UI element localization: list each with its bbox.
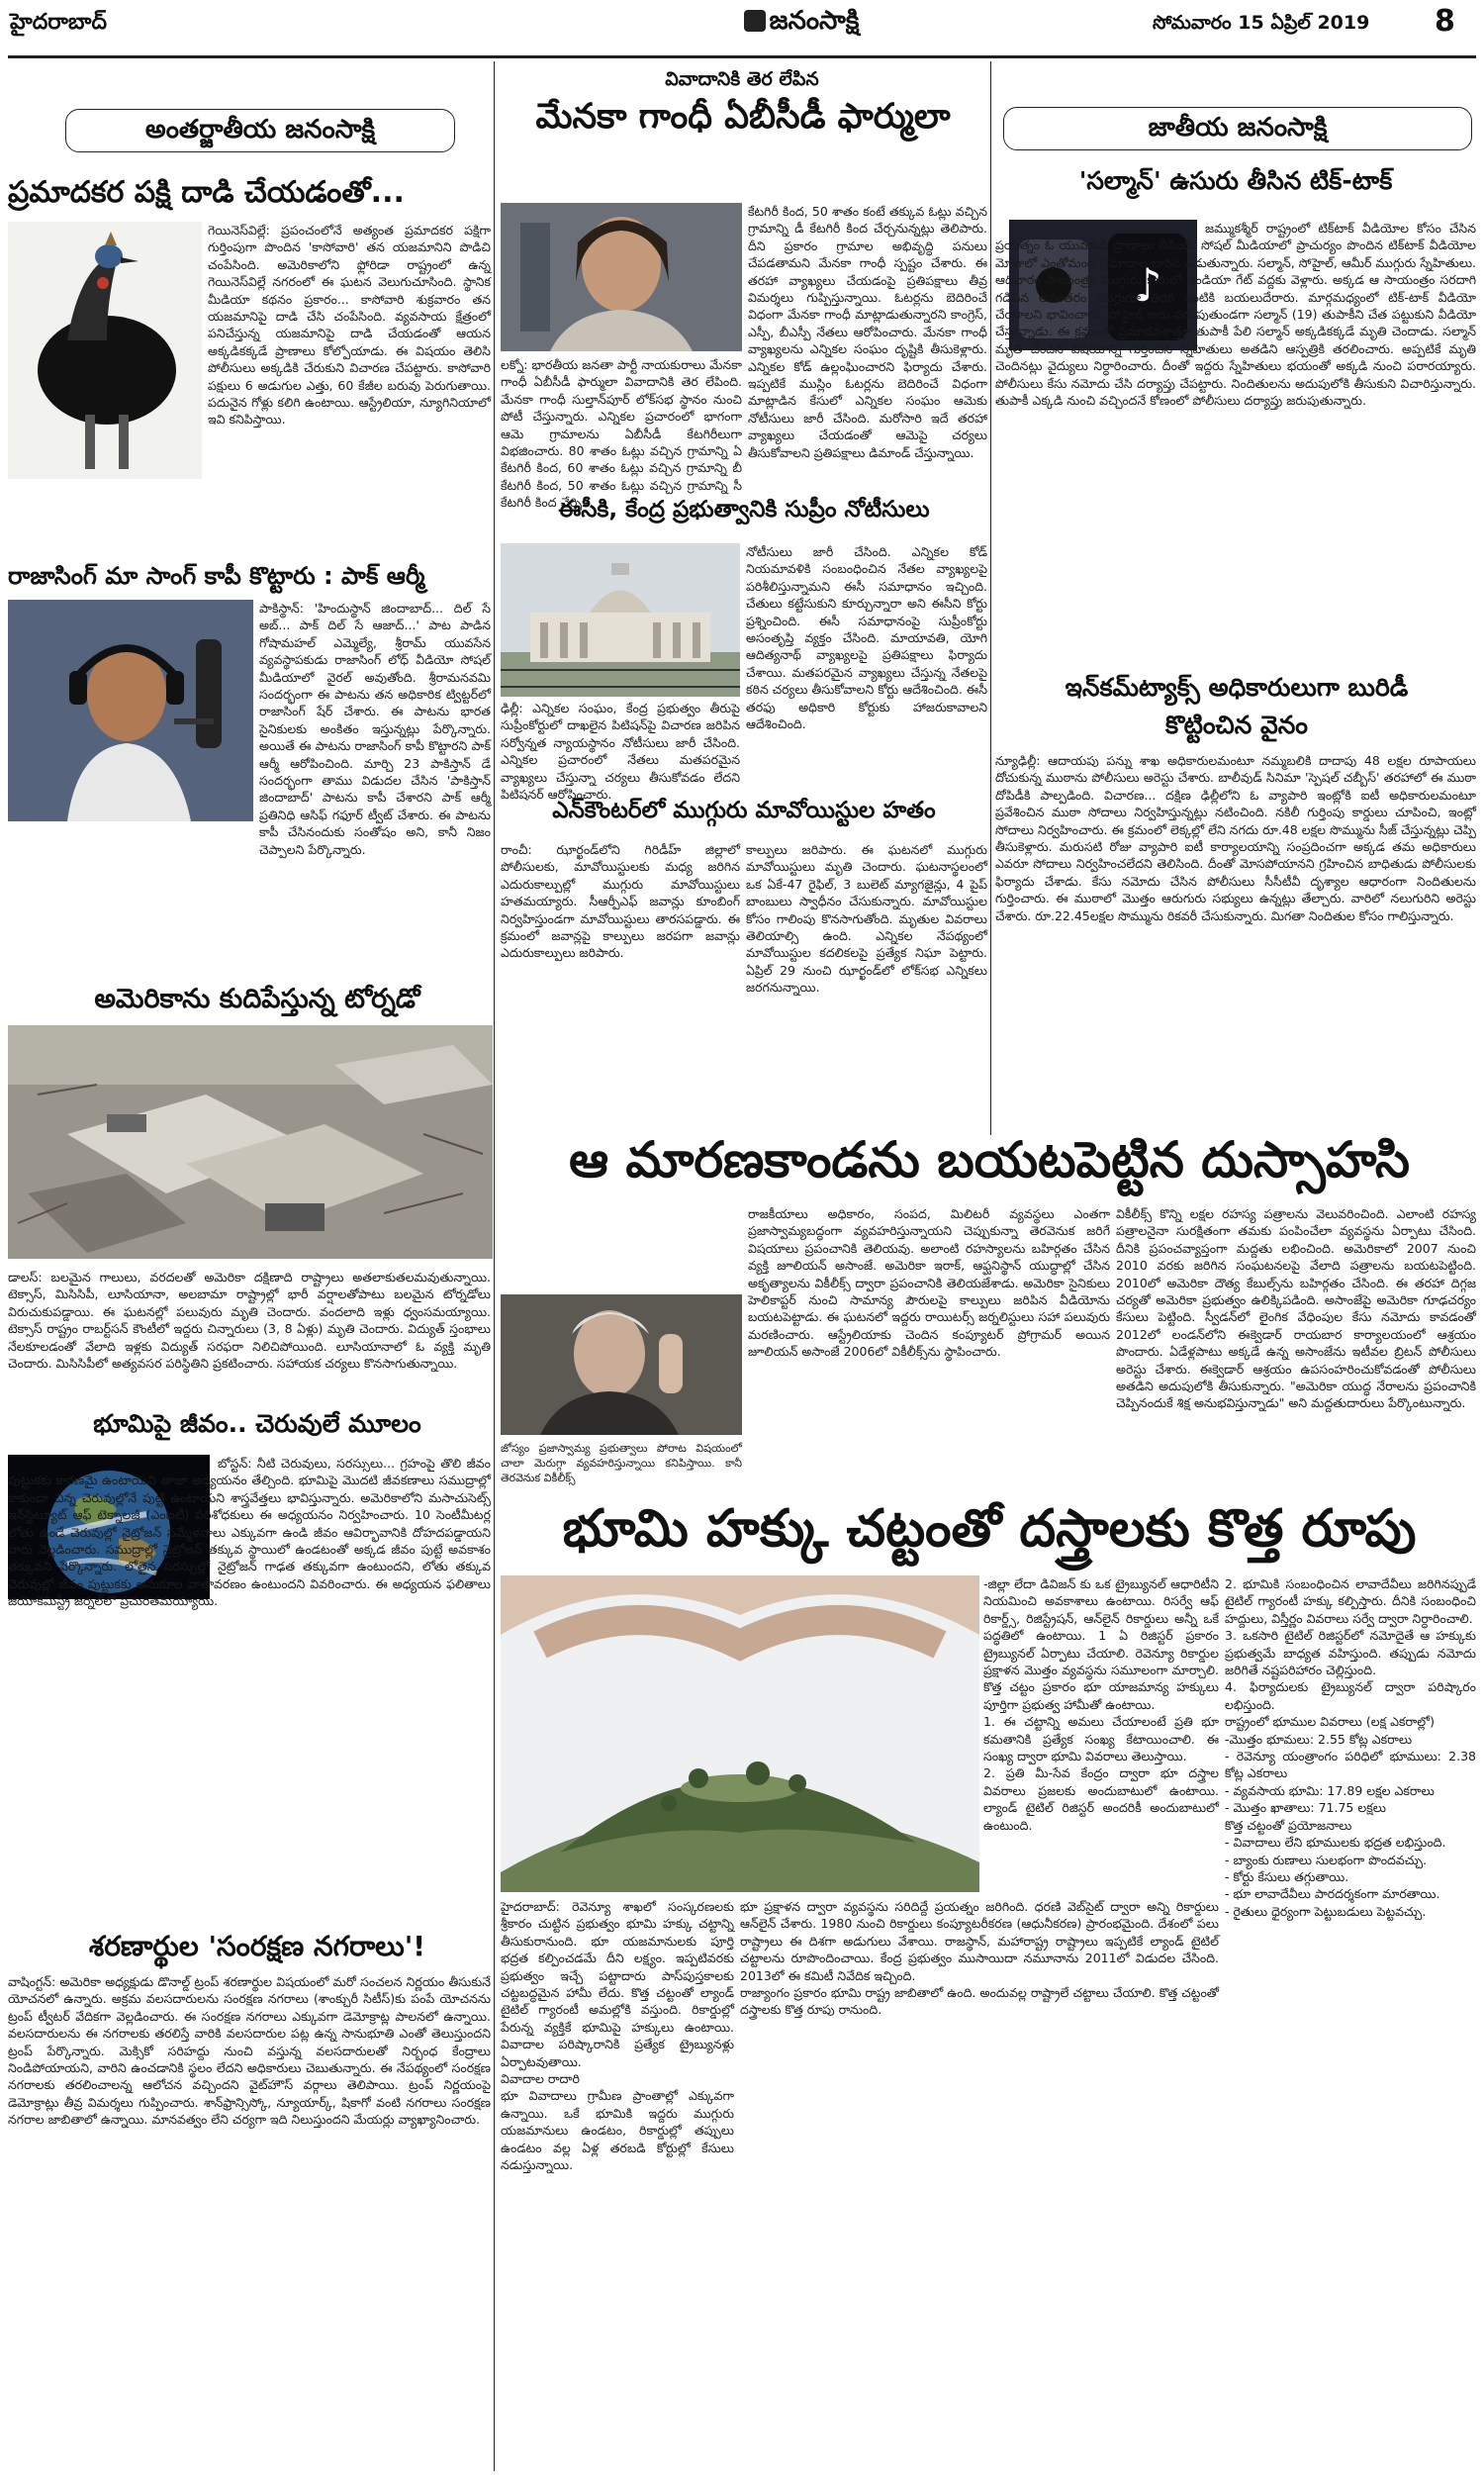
column-divider [494, 61, 495, 1288]
assange-photo [501, 1294, 742, 1435]
maoists-body-2: కాల్పులు జరిపారు. ఈ ఘటనలో ముగ్గురు మావోయిస్టులు మృతి చెందారు. ఘటనాస్థలంలో ఒక ఏకే-47 రైఫిల్‌, 3 బులెట్‌ మ్యాగజైన్లు, 4 పైప్‌ బాంబులు స్వాధీనం చేసుకున్నారు. మావోయిస్టుల కోసం గాలింపు కొనసాగుతోంది. మృతుల వివరాలు తెలియాల్సి ఉంది. ఎన్నికల నేపథ్యంలో మావోయిస్టుల కదలికలపై ప్రత్యేక నిఘా పెట్టారు. ఏప్రిల్‌ 29 నుంచి ఝార్ఖండ్‌లో లోక్‌సభ ఎన్నికలు జరగనున్నాయి. [746, 842, 987, 996]
salman-body: జమ్ముకశ్మీర్‌ రాష్ట్రంలో టిక్‌టాక్‌ వీడియోల కోసం చేసిన ప్రయత్నం ఓ యువకుడి ప్రాణాలు తీసింది. సోషల్‌ మీడియాలో ప్రాచుర్యం పొందిన టిక్‌టాక్‌ వీడియోల మోజులో ఎంతోమంది ప్రమాదాల బారిన పడుతున్నారు. సల్మాన్‌, సోహైల్‌, ఆమీర్‌ ముగ్గురు స్నేహితులు. ఆదివారం సాయంత్రం ముగ్గురు కారులో ఇండియా గేట్‌ వద్దకు వెళ్లారు. అక్కడ ఆ సాయంత్రం సరదాగి గడిపిన అనంతరం ముగ్గురూ తిరిగి ఇంటికి బయలుదేరారు. మార్గమధ్యంలో టిక్‌-టాక్‌ వీడియో చేయాలని భావించారు. సోహైల్‌ కారు నడుపుతుండగా సల్మాన్‌ (19) తుపాకీని చేత పట్టుకుని వీడియో చేస్తున్నాడు. ఈ క్రమంలో ప్రమాదవశాత్తూ తుపాకీ పేలి సల్మాన్‌ అక్కడికక్కడే మృతి చెందాడు. సల్మాన్‌ మృతి చెందిన విషయాన్ని గుర్తించిన స్నేహితులు అతడిని ఆస్పత్రికి తరలించారు. అప్పటికే మృతి చెందినట్లు వైద్యులు నిర్ధారించారు. దీంతో ఇద్దరు స్నేహితులు భయంతో అక్కడి నుంచి పరారయ్యారు. పోలీసులు కేసు నమోదు చేసి దర్యాప్తు చేపట్టారు. నిందితులను అదుపులోకి తీసుకుని విచారిస్తున్నారు. తుపాకీ ఎక్కడి నుంచి వచ్చిందనే కోణంలో పోలీసులు దర్యాప్తు జరుపుతున్నారు. [995, 221, 1476, 409]
landrights-body-2: హైదరాబాద్‌: రెవెన్యూ శాఖలో సంస్కరణలకు శ్రీకారం చుట్టిన ప్రభుత్వం భూమి హక్కు చట్టాన్ని తీసుకురానుంది. భూ యజమానులకు పూర్తి భద్రత కల్పించడమే దీని లక్ష్యం. ఇప్పటివరకు ప్రభుత్వం ఇచ్చే పట్టాదారు పాస్‌పుస్తకాలకు చట్టబద్ధమైన హామీ లేదు. కొత్త చట్టంతో ల్యాండ్‌ టైటిల్‌ గ్యారంటీ అమల్లోకి వస్తుంది. రికార్డుల్లో పేరున్న వ్యక్తికే భూమిపై హక్కులు ఉంటాయి. వివాదాల పరిష్కారానికి ప్రత్యేక ట్రైబ్యునళ్లు ఏర్పాటవుతాయి. వివాదాల రాదారి భూ వివాదాలు గ్రామీణ ప్రాంతాల్లో ఎక్కువగా ఉన్నాయి. ఒకే భూమికి ఇద్దరు ముగ్గురు యజమానులు ఉండటం, రికార్డుల్లో తప్పులు ఉండటం వల్ల ఏళ్ల తరబడి కోర్టుల్లో కేసులు నడుస్తున్నాయి. [501, 1899, 734, 2173]
masthead-city: హైదరాబాద్ [10, 10, 107, 35]
maneka-photo [501, 203, 742, 351]
landrights-body-4: 2. భూమికి సంబంధించిన లావాదేవీలు జరిగినప్పుడే టైటిల్‌ గ్యారంటీ హక్కు కల్పిస్తారు. దీనికి సంబంధించి హద్దులు, విస్తీర్ణం వివరాలు సర్వే ద్వారా నిర్ధారించాలి. 3. ఒకసారి టైటిల్‌ రిజిస్టర్‌లో నమోదైతే ఆ హక్కుకు ప్రభుత్వమే బాధ్యత వహిస్తుంది. తప్పుడు నమోదు జరిగితే నష్టపరిహారం చెల్లిస్తుంది. 4. ఫిర్యాదులకు ట్రైబ్యునల్‌ ద్వారా పరిష్కారం లభిస్తుంది. రాష్ట్రంలో భూముల వివరాలు (లక్ష ఎకరాల్లో) -మొత్తం భూమలు: 2.55 కోట్ల ఎకరాలు - రెవెన్యూ యంత్రాంగం పరిధిలో భూములు: 2.38 కోట్ల ఎకరాలు - వ్యవసాయ భూమి: 17.89 లక్షల ఎకరాలు - మొత్తం ఖాతాలు: 71.75 లక్షలు కొత్త చట్టంతో ప్రయోజనాలు - వివాదాలు లేని భూములకు భద్రత లభిస్తుంది. - బ్యాంకు రుణాలు సులభంగా పొందవచ్చు. - కోర్టు కేసులు తగ్గుతాయి. - భూ లావాదేవీలు పారదర్శకంగా మారతాయి. - రైతులు ధైర్యంగా పెట్టుబడులు పెట్టవచ్చు. [1225, 1576, 1476, 1919]
assange-headline: ఆ మారణకాండను బయటపెట్టిన దుస్సాహసి [569, 1131, 1410, 1189]
supreme-photo [501, 543, 740, 697]
refugees-headline: శరణార్థుల 'సంరక్షణ నగరాలు'! [88, 1930, 426, 1962]
rajasingh-body: పాకిస్థాన్‌: 'హిందుస్థాన్‌ జిందాబాద్‌... దిల్‌ సే అబ్‌... పాక్‌ దిల్‌ సే ఆజాద్‌...' పాట పాడిన గోషామహల్‌ ఎమ్మెల్యే, శ్రీరామ్‌ యువసేన వ్యవస్థాపకుడు రాజాసింగ్‌ లోధ్‌ వీడియో సోషల్‌ మీడియాలో వైరల్‌ అవుతోంది. శ్రీరామనవమి సందర్భంగా ఈ పాటను తన అధికారిక ట్విట్టర్‌లో రాజాసింగ్‌ షేర్‌ చేశారు. ఈ పాటను భారత సైనికులకు అంకితం ఇస్తున్నట్లు పేర్కొన్నారు. అయితే ఈ పాటను రాజాసింగ్‌ కాపీ కొట్టారని పాక్‌ ఆర్మీ ఆరోపించింది. మార్చి 23 పాకిస్తాన్‌ డే సందర్భంగా తాము విడుదల చేసిన 'పాకిస్తాన్‌ జిందాబాద్‌' పాటను కాపీ చేశారని పాక్‌ ఆర్మీ ప్రతినిధి ఆసిఫ్‌ గఫూర్‌ ట్వీట్‌ చేశారు. ఈ పాటను కాపీ చేసినందుకు సంతోషం అని, కానీ నిజం చెప్పాలని పేర్కొన్నారు. [259, 601, 491, 857]
rajasingh-photo [8, 600, 253, 821]
tornado-headline: అమెరికాను కుదిపేస్తున్న టోర్నడో [94, 984, 420, 1014]
bird-body: గెయినెస్‌విల్లే: ప్రపంచంలోనే అత్యంత ప్రమాదకర పక్షిగా గుర్తింపుగా పొందిన 'కాసోవారి' తన యజమానిని పొడిచి చంపేసింది. అమెరికాలోని ఫ్లోరిడా రాష్ట్రంలో ఉన్న గెయినెస్‌విల్లే నగరంలో ఈ ఘటన వెలుగుచూసింది. స్థానిక మీడియా కథనం ప్రకారం... కాసోవారి శుక్రవారం తన యజమానిపై దాడి చేసి చంపేసింది. వ్యవసాయ క్షేత్రంలో పనిచేస్తున్న యజమానిపై దాడి చేయడంతో ఆయన అక్కడికక్కడే ప్రాణాలు కోల్పోయాడు. ఈ విషయం తెలిసి పోలీసులు అక్కడికి చేరుకుని విచారణ చేపట్టారు. కాసోవారి పక్షులు 6 అడుగుల ఎత్తు, 60 కేజీల బరువు పెరుగుతాయి. పదునైన గోళ్లు కలిగి ఉంటాయి. ఆస్ట్రేలియా, న్యూగినియాలో ఇవి కనిపిస్తాయి. [208, 223, 491, 428]
bird-headline: ప్రమాదకర పక్షి దాడి చేయడంతో... [8, 175, 405, 210]
section-international: అంతర్జాతీయ జనంసాక్షి [65, 109, 455, 152]
column-divider [990, 61, 991, 1135]
maneka-headline: మేనకా గాంధీ ఏబీసీడీ ఫార్ములా [535, 97, 951, 137]
maneka-kicker: వివాదానికి తెర లేపిన [665, 68, 819, 90]
logo-text: జనంసాక్షి [769, 6, 860, 36]
logo-icon [744, 10, 766, 32]
assange-body-2: వికీలీక్స్‌ కొన్ని లక్షల రహస్య పత్రాలను వెలువరించింది. ఎలాంటి రహస్య పత్రాలనైనా సురక్షితంగా తమకు పంపించేలా వ్యవస్థను ఏర్పాటు చేసింది. దీనికి ప్రపంచవ్యాప్తంగా మద్దతు లభించింది. అమెరికాలో 2007 నుంచి 2010 వరకు జరిగిన సంఘటనలపై వేలాది పత్రాలను బయటపెట్టింది. 2010లో అమెరికా దౌత్య కేబుల్స్‌ను బహిర్గతం చేసింది. ఈ తరహా దిగ్గజ చర్యతో అమెరికా ప్రభుత్వం ఉలిక్కిపడింది. అసాంజేపై అమెరికా గూఢచర్యం కేసులు పెట్టింది. స్వీడన్‌లో లైంగిక వేధింపుల కేసు నమోదు కావడంతో 2012లో లండన్‌లోని ఈక్వెడార్‌ రాయబార కార్యాలయంలో ఆశ్రయం పొందారు. ఏడేళ్లపాటు అక్కడే ఉన్న అసాంజేను ఇటీవల బ్రిటన్‌ పోలీసులు అరెస్టు చేశారు. ఈక్వెడార్‌ ఆశ్రయం ఉపసంహరించుకోవడంతో పోలీసులు అతడిని అదుపులోకి తీసుకున్నారు. "అమెరికా యుద్ధ నేరాలను ప్రపంచానికి చెప్పినందుకే శిక్ష అనుభవిస్తున్నాడు" అని మద్దతుదారులు పేర్కొంటున్నారు. [1116, 1206, 1476, 1411]
refugees-body: వాషింగ్టన్‌: అమెరికా అధ్యక్షుడు డొనాల్డ్‌ ట్రంప్‌ శరణార్థుల విషయంలో మరో సంచలన నిర్ణయం తీసుకునే యోచనలో ఉన్నారు. అక్రమ వలసదారులను సంరక్షణ నగరాలు (శాంక్చురీ సిటీస్‌)కు పంపే యోచనను ట్రంప్‌ ట్వీటర్‌ వేదికగా వెల్లడించారు. ఈ సంరక్షణ నగరాలు ఎక్కువగా డెమోక్రాట్ల పాలనలో ఉన్నాయి. వలసదారులను ఈ నగరాలకు తరలిస్తే వారికి వలసదారుల పట్ల ఉన్న సానుభూతి ఎంతో తెలుస్తుందని ట్రంప్‌ పేర్కొన్నారు. మెక్సికో సరిహద్దు నుంచి వస్తున్న వలసదారులతో నిర్బంధ కేంద్రాలు నిండిపోయాయని, వారిని ఉంచడానికి స్థలం లేదని అధికారులు చెబుతున్నారు. ఈ నేపథ్యంలో సంరక్షణ నగరాలకు తరలించాలన్న ఆలోచన వచ్చిందని వైట్‌హౌస్‌ వర్గాలు తెలిపాయి. ట్రంప్‌ నిర్ణయంపై డెమోక్రాట్లు తీవ్ర విమర్శలు గుప్పించారు. శాన్‌ఫ్రాన్సిస్కో, న్యూయార్క్‌, షికాగో వంటి నగరాలు సంరక్షణ నగరాల జాబితాలో ఉన్నాయి. మానవత్వం లేని చర్యగా ఇది నిలుస్తుందని మేయర్లు వ్యాఖ్యానించారు. [8, 1974, 491, 2128]
rajasingh-headline: రాజాసింగ్‌ మా సాంగ్‌ కాపీ కొట్టారు : పాక్‌ ఆర్మీ [8, 562, 425, 590]
tornado-body: డాలస్‌: బలమైన గాలులు, వరదలతో అమెరికా దక్షిణాది రాష్ట్రాలు అతలాకుతలమవుతున్నాయి. టెక్సాస్‌, మిసిసిపీ, లూసియానా, అలబామా రాష్ట్రాల్లో భారీ వర్షాలతోపాటు బలమైన టోర్నడోలు విరుచుకుపడ్డాయి. ఈ ఘటనల్లో పలువురు మృతి చెందారు. వందలాది ఇళ్లు ధ్వంసమయ్యాయి. టెక్సాస్‌ రాష్ట్రం రాబర్ట్‌సన్‌ కౌంటీలో ఇద్దరు చిన్నారులు (3, 8 ఏళ్లు) మృతి చెందారు. విద్యుత్‌ స్తంభాలు నేలకూలడంతో వేలాది ఇళ్లకు విద్యుత్‌ సరఫరా నిలిచిపోయింది. లూసియానాలో ఓ వ్యక్తి మృతి చెందారు. మిసిసిపీలో అత్యవసర పరిస్థితిని ప్రకటించారు. సహాయక చర్యలు కొనసాగుతున్నాయి. [8, 1270, 491, 1372]
incometax-headline: ఇన్‌కమ్‌ట్యాక్స్‌ అధికారులుగా బురిడీ కొట్టించిన వైనం [1065, 673, 1409, 739]
maneka-body-1: లక్నో: భారతీయ జనతా పార్టీ నాయకురాలు మేనకా గాంధీ ఏబీసీడీ ఫార్ములా వివాదానికి తెర లేపింది. మేనకా గాంధీ సుల్తాన్‌పూర్‌ లోక్‌సభ స్థానం నుంచి పోటీ చేస్తున్నారు. ఎన్నికల ప్రచారంలో భాగంగా ఆమె గ్రామాలను ఏబీసీడీ కేటగిరీలుగా విభజించారు. 80 శాతం ఓట్లు వచ్చిన గ్రామాన్ని ఏ కేటగిరీ కింద, 60 శాతం ఓట్లు వచ్చిన గ్రామాన్ని బీ కేటగిరీ కింద, 50 శాతం ఓట్లు వచ్చిన గ్రామాన్ని సీ కేటగిరీ కింద చేర్చి [501, 357, 742, 511]
landrights-body-1: -జిల్లా లేదా డివిజన్‌ కు ఒక ట్రైబ్యునల్‌ ఆధారిటీని నియమించి అవకాశాలు ఉంటాయి. రిసర్వే ఆఫ్‌ రికార్డ్స్‌, రిజిస్ట్రేషన్‌, ఆన్‌లైన్‌ రికార్డులు అన్నీ ఒకే పద్ధతిలో ఉంటాయి. 1 ఏ రిజిస్టర్‌ ప్రకారం ట్రైబ్యునల్‌ ఏర్పాటు చేయాలి. రెవెన్యూ రికార్డుల ప్రక్షాళన మొత్తం వ్యవస్థను సమూలంగా మార్చాలి. కొత్త చట్టం ప్రకారం భూ యాజమాన్య హక్కులు పూర్తిగా ప్రభుత్వ హామీతో ఉంటాయి. 1. ఈ చట్టాన్ని అమలు చేయాలంటే ప్రతి భూ కమతానికి ప్రత్యేక సంఖ్య కేటాయించాలి. ఈ సంఖ్య ద్వారా భూమి వివరాలు తెలుస్తాయి. 2. ప్రతి మీ-సేవ కేంద్రం ద్వారా భూ దస్త్రాల వివరాలు ప్రజలకు అందుబాటులో ఉంటాయి. ల్యాండ్‌ టైటిల్‌ రిజిస్టర్‌ అందరికీ అందుబాటులో ఉంటుంది. [983, 1576, 1219, 1833]
salman-headline: 'సల్మాన్‌' ఉసురు తీసిన టిక్‌-టాక్‌ [1078, 166, 1393, 195]
maoists-headline: ఎన్‌కౌంటర్‌లో ముగ్గురు మావోయిస్టుల హతం [552, 798, 936, 823]
earth-headline: భూమిపై జీవం.. చెరువులే మూలం [93, 1409, 421, 1438]
landrights-headline: భూమి హక్కు చట్టంతో దస్త్రాలకు కొత్త రూపు [562, 1499, 1417, 1559]
landrights-photo [501, 1575, 979, 1892]
assange-caption: జోస్యం ప్రజాస్వామ్య ప్రభుత్వాలు పోరాట విషయంలో చాలా మెరుగ్గా వ్యవహరిస్తున్నాయి కనిపిస్తాయి. కానీ తెరవెనుక వికీలీక్స్‌ [501, 1442, 742, 1484]
svg-text:♪: ♪ [1133, 258, 1162, 312]
section-national: జాతీయ జనంసాక్షి [1003, 107, 1472, 150]
column-divider [494, 1288, 495, 2471]
supreme-body-2: నోటీసులు జారీ చేసింది. ఎన్నికల కోడ్‌ నియమావళికి సంబంధించిన నేతల వ్యాఖ్యలపై పరిశీలిస్తున్నామని ఈసీ సమాధానం ఇచ్చింది. చేతులు కట్టేసుకుని కూర్చున్నారా అని ఈసీని కోర్టు ప్రశ్నించింది. ఈసీ సమాధానంపై సుప్రీంకోర్టు అసంతృప్తి వ్యక్తం చేసింది. మాయావతి, యోగి ఆదిత్యనాథ్‌ వ్యాఖ్యలపై ప్రతిపక్షాలు ఫిర్యాదు చేశాయి. మతపరమైన వ్యాఖ్యలు చేస్తున్న నేతలపై కఠిన చర్యలు తీసుకోవాలని కోర్టు ఆదేశించింది. ఈసీ తరఫు అధికారి కోర్టుకు హాజరుకావాలని ఆదేశించింది. [746, 544, 988, 732]
incometax-body: న్యూఢిల్లీ: ఆదాయపు పన్ను శాఖ అధికారులమంటూ నమ్మబలికి దాదాపు 48 లక్షల రూపాయలు దోచుకున్న ముఠాను పోలీసులు అరెస్టు చేశారు. బాలీవుడ్‌ సినిమా 'స్పెషల్‌ చబ్బీస్‌' తరహాలో ఈ ముఠా దోపిడీకి పాల్పడింది. విచారణ... దక్షిణ ఢిల్లీలోని ఓ వ్యాపారి ఇంట్లోకి ఐటీ అధికారులమంటూ ప్రవేశించిన ముఠా సోదాలు నిర్వహిస్తున్నట్లు నటించింది. నకిలీ గుర్తింపు కార్డులు చూపించి, ఇంట్లో సోదాలు నిర్వహించారు. ఈ క్రమంలో లెక్కల్లో లేని నగదు రూ.48 లక్షల సొమ్మును సీజ్‌ చేస్తున్నట్లు చెప్పి తీసుకెళ్లారు. మరుసటి రోజు వ్యాపారి ఐటీ కార్యాలయాన్ని సంప్రదించగా అక్కడ తమ అధికారులు ఎవరూ సోదాలు నిర్వహించలేదని తెలిసింది. దీంతో మోసపోయానని గ్రహించిన బాధితుడు పోలీసులకు ఫిర్యాదు చేశాడు. కేసు నమోదు చేసిన పోలీసులు సీసీటీవీ దృశ్యాల ఆధారంగా నిందితులను గుర్తించారు. ఈ ముఠాలో మొత్తం ఆరుగురు సభ్యులు ఉన్నట్లు తేల్చారు. వారిలో నలుగురిని అరెస్టు చేశారు. రూ.22.45లక్షల సొమ్మును రికవరీ చేసుకున్నారు. మిగతా నిందితుల కోసం గాలిస్తున్నారు. [995, 753, 1476, 923]
masthead-rule [8, 55, 1476, 58]
earth-body: బోస్టన్‌: నీటి చెరువులు, సరస్సులు... గ్రహంపై తొలి జీవం పుట్టుకకు కారణమై ఉంటాయని తాజా అధ్యయనం తేల్చింది. భూమిపై మొదటి జీవకణాలు సముద్రాల్లో కాకుండా చిన్న చెరువుల్లోనే పుట్టి ఉంటాయని శాస్త్రవేత్తలు భావిస్తున్నారు. అమెరికాలోని మసాచుసెట్స్‌ ఇన్‌స్టిట్యూట్‌ ఆఫ్‌ టెక్నాలజీ (ఎంఐటీ) పరిశోధకులు ఈ అధ్యయనం నిర్వహించారు. 10 సెంటీమీటర్ల లోతు ఉండే చెరువుల్లో నైట్రోజన్‌ సమ్మేళనాలు ఎక్కువగా ఉండి జీవం ఆవిర్భావానికి దోహదపడ్డాయని వారు వెల్లడించారు. సముద్రాల్లో నైట్రోజన్‌ తక్కువ స్థాయిలో ఉండటంతో అక్కడ జీవం పుట్టే అవకాశం తక్కువని పేర్కొన్నారు. లోతైన సరస్సుల్లో నైట్రోజన్‌ గాఢత తక్కువగా ఉంటుందని, లోతు తక్కువ చెరువుల్లో జీవం పుట్టుకకు అనుకూల వాతావరణం ఉంటుందని వివరించారు. ఈ అధ్యయన ఫలితాలు జియోకెమిస్ట్రీ జర్నల్‌లో ప్రచురితమయ్యాయి. [8, 1456, 491, 1609]
masthead [0, 0, 1484, 59]
bird-photo [8, 222, 202, 479]
supreme-headline: ఈసీకి, కేంద్ర ప్రభుత్వానికి సుప్రీం నోటీసులు [558, 497, 930, 523]
masthead-date: సోమవారం 15 ఏప్రిల్ 2019 [1153, 12, 1370, 34]
maoists-body-1: రాంచీ: ఝార్ఖండ్‌లోని గిరిడీహ్‌ జిల్లాలో పోలీసులకు, మావోయిస్టులకు మధ్య జరిగిన ఎదురుకాల్పుల్లో ముగ్గురు మావోయిస్టులు హతమయ్యారు. సీఆర్పీఎఫ్‌ జవాన్లు కూంబింగ్‌ నిర్వహిస్తుండగా మావోయిస్టులు తారసపడ్డారు. ఈ క్రమంలో జవాన్లపై కాల్పులు జరపగా జవాన్లు ఎదురుకాల్పులు జరిపారు. [501, 842, 740, 961]
assange-body-1: రాజకీయాలు అధికారం, సంపద, మిలిటరీ వ్యవస్థలు ఎంతగా ప్రజాస్వామ్యబద్ధంగా వ్యవహరిస్తున్నాయని చెప్పుకున్నా తెరవెనుక జరిగే విషయాలు ప్రపంచానికి తెలియవు. అలాంటి రహస్యాలను బహిర్గతం చేసిన వ్యక్తి జూలియన్‌ అసాంజే. అమెరికా ఇరాక్‌, ఆఫ్ఘనిస్థాన్‌ యుద్ధాల్లో చేసిన అకృత్యాలను వికీలీక్స్‌ ద్వారా ప్రపంచానికి తెలియజేశాడు. అమెరికా సైనికులు హెలికాప్టర్‌ నుంచి సామాన్య పౌరులపై కాల్పులు జరిపిన వీడియోను బయటపెట్టాడు. ఈ ఘటనలో ఇద్దరు రాయిటర్స్‌ జర్నలిస్టులు సహా పలువురు మరణించారు. ఆస్ట్రేలియాకు చెందిన కంప్యూటర్‌ ప్రోగ్రామర్‌ అయిన జూలియన్‌ అసాంజే 2006లో వికీలీక్స్‌ను స్థాపించారు. [748, 1206, 1110, 1360]
supreme-body-1: ఢిల్లీ: ఎన్నికల సంఘం, కేంద్ర ప్రభుత్వం తీరుపై సుప్రీంకోర్టులో దాఖలైన పిటిషన్‌పై విచారణ జరిపిన సర్వోన్నత న్యాయస్థానం నోటీసులు జారీ చేసింది. ఎన్నికల ప్రచారంలో నేతలు మతపరమైన వ్యాఖ్యలు చేస్తున్నా చర్యలు తీసుకోవడం లేదని పిటిషనర్‌ ఆరోపించారు. [501, 701, 740, 803]
tornado-photo [8, 1025, 493, 1259]
page-number: 8 [1435, 4, 1455, 39]
maneka-body-2: కేటగిరీ కింద, 50 శాతం కంటే తక్కువ ఓట్లు వచ్చిన గ్రామాన్ని డీ కేటగిరీ కింద చేర్చనున్నట్లు తెలిపారు. దీని ప్రకారం గ్రామాల అభివృద్ధి పనులు చేపడతామని మేనకా గాంధీ స్పష్టం చేశారు. ఈ తరహా వ్యాఖ్యలు చేయడంపై ప్రతిపక్షాలు తీవ్ర విమర్శలు గుప్పిస్తున్నాయి. ఓటర్లను బెదిరించే విధంగా మేనకా గాంధీ మాట్లాడుతున్నారని కాంగ్రెస్‌, ఎస్పీ, బీఎస్పీ నేతలు ఆరోపించారు. మేనకా గాంధీ వ్యాఖ్యలను ఎన్నికల సంఘం దృష్టికి తీసుకెళ్లారు. ఎన్నికల కోడ్‌ ఉల్లంఘించారని ఫిర్యాదు చేశారు. ఇప్పటికే ముస్లిం ఓటర్లను బెదిరించే విధంగా మాట్లాడిన కేసులో ఎన్నికల సంఘం ఆమెకు నోటీసులు జారీ చేసింది. మరోసారి ఇదే తరహా వ్యాఖ్యలు చేయడంతో ఆమెపై చర్యలు తీసుకోవాలని ప్రతిపక్షాలు డిమాండ్‌ చేస్తున్నాయి. [748, 204, 987, 460]
masthead-logo [702, 6, 900, 46]
landrights-body-3: భూ ప్రక్షాళన ద్వారా వ్యవస్థను సరిదిద్దే ప్రయత్నం జరిగింది. ధరణి వెబ్‌సైట్‌ ద్వారా అన్ని రికార్డులు ఆన్‌లైన్‌ చేశారు. 1980 నుంచి రికార్డులు కంప్యూటరీకరణ (ఆధునీకరణ) ప్రారంభమైంది. దేశంలో పలు రాష్ట్రాలు ఈ దిశగా అడుగులు వేశాయి. రాజస్థాన్‌, మహారాష్ట్ర రాష్ట్రాలు ఇప్పటికే ల్యాండ్‌ టైటిల్‌ చట్టాలను రూపొందించాయి. కేంద్ర ప్రభుత్వం ముసాయిదా నమూనాను 2011లో విడుదల చేసింది. 2013లో ఈ కమిటీ నివేదిక ఇచ్చింది. రాజ్యాంగం ప్రకారం భూమి రాష్ట్ర జాబితాలో ఉంది. అందువల్ల రాష్ట్రాలే చట్టాలు చేయాలి. కొత్త చట్టంతో దస్త్రాలకు కొత్త రూపు రానుంది. [740, 1899, 1219, 2018]
